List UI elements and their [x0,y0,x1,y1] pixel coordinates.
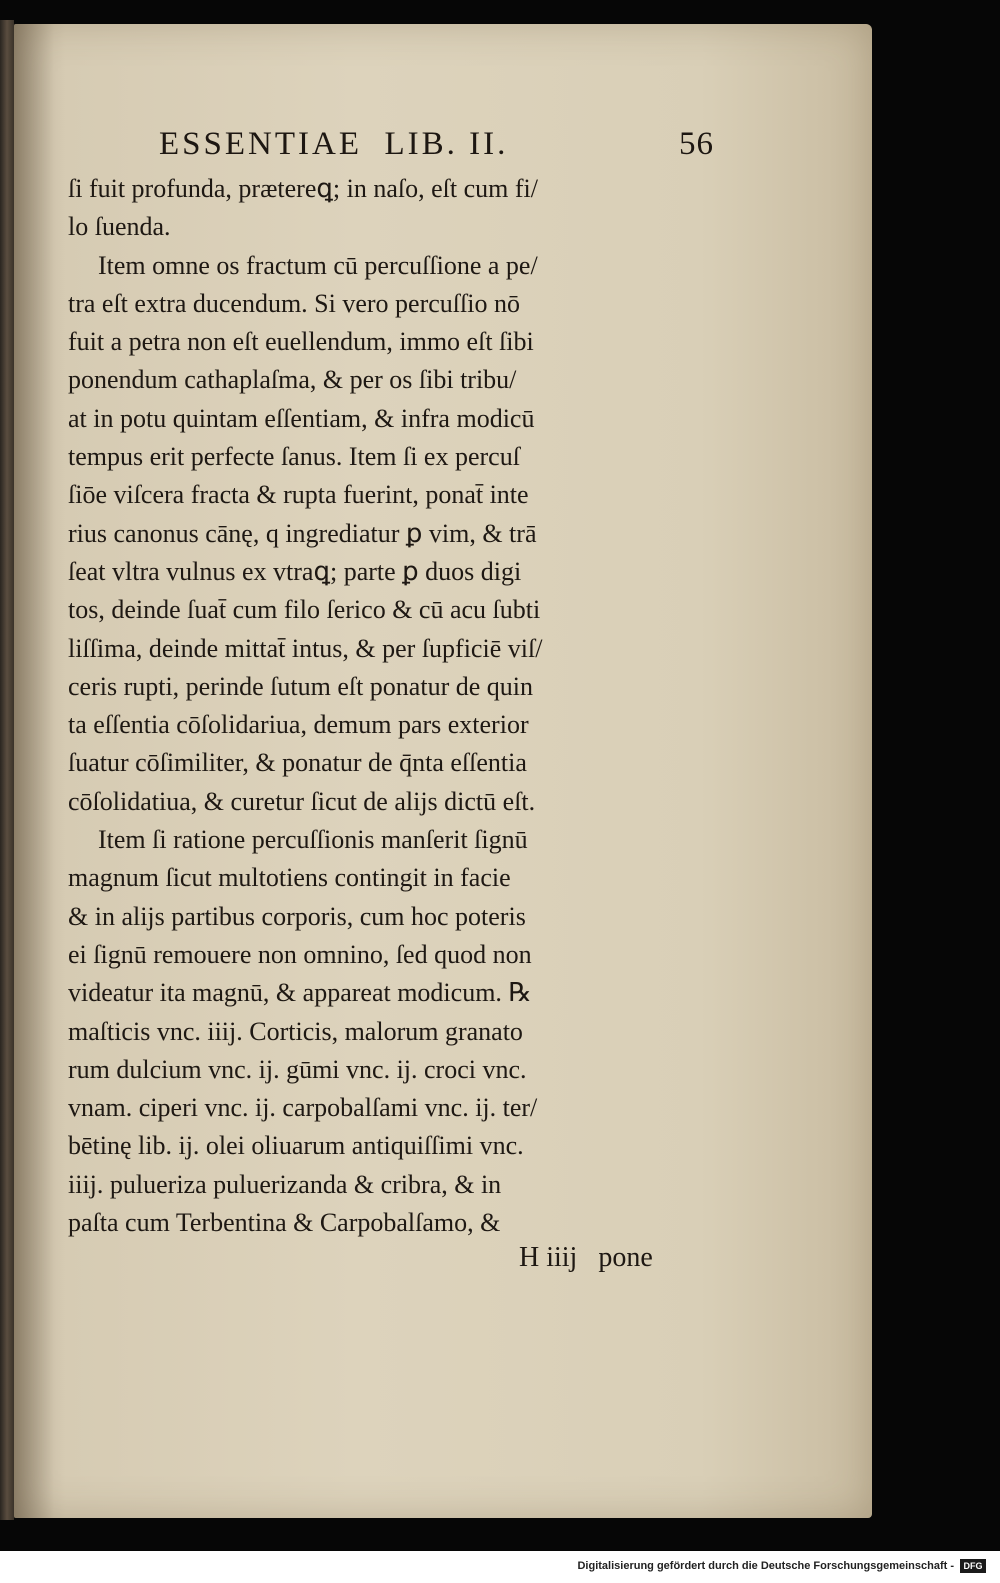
body-text [68,170,728,1242]
running-head [159,126,759,166]
text-line: videatur ita magnū, & appareat modicum. ℞ [68,978,532,1008]
text-line: bētinę lib. ij. olei oliuarum antiquiſſimi vnc. [68,1131,524,1161]
text-line: tra eſt extra ducendum. Si vero percuſſio nō [68,288,520,318]
text-line: ta eſſentia cōſolidariua, demum pars exterior [68,710,529,740]
text-line: at in potu quintam eſſentiam, & infra modicū [68,403,535,433]
signature-catchword: H iiij pone [519,1242,653,1273]
footer-bar [0,1551,1000,1583]
text-line: liſſima, deinde mittat̄ intus, & per ſupficiē viſ/ [68,633,543,663]
text-line: ſiōe viſcera fracta & rupta fuerint, ponat̄ inte [68,480,529,510]
dfg-logo-icon: DFG [960,1559,986,1573]
text-line: ei ſignū remouere non omnino, ſed quod non [68,939,532,969]
text-line: Item ſi ratione percuſſionis manſerit ſignū [98,825,528,855]
text-line: rum dulcium vnc. ij. gūmi vnc. ij. croci vnc. [68,1054,527,1084]
text-line: cōſolidatiua, & curetur ſicut de alijs dictū eſt. [68,786,536,816]
adjacent-page-edge [0,20,14,1520]
text-line: ponendum cathaplaſma, & per os ſibi tribu/ [68,365,517,395]
text-line: ſi fuit profunda, prætereꝗ; in naſo, eſt cum fi/ [68,174,538,203]
text-line: magnum ſicut multotiens contingit in facie [68,863,511,893]
book-page [14,24,872,1518]
text-line: iiij. pulueriza puluerizanda & cribra, & in [68,1169,502,1199]
text-line: ſeat vltra vulnus ex vtraꝗ; parte ꝑ duos digi [68,556,522,586]
text-line: fuit a petra non eſt euellendum, immo eſt ſibi [68,327,534,357]
text-line: rius canonus cānę, q ingrediatur ꝑ vim, & trā [68,518,537,548]
page-number: 56 [679,126,714,162]
funding-credit: Digitalisierung gefördert durch die Deutsche Forschungsgemeinschaft - [577,1560,954,1572]
text-line: maſticis vnc. iiij. Corticis, malorum granato [68,1016,523,1046]
text-line: & in alijs partibus corporis, cum hoc poteris [68,901,526,931]
gutter-shadow [14,24,54,1518]
text-line: tos, deinde ſuat̄ cum filo ſerico & cū acu ſubti [68,595,541,625]
text-line: ceris rupti, perinde ſutum eſt ponatur de quin [68,671,533,701]
text-line: vnam. ciperi vnc. ij. carpobalſami vnc. ij. ter/ [68,1093,538,1123]
running-head-title: ESSENTIAE LIB. II. [159,126,509,162]
text-line: paſta cum Terbentina & Carpobalſamo, & [68,1208,501,1238]
text-line: Item omne os fractum cū percuſſione a pe/ [98,250,538,280]
text-line: tempus erit perfecte ſanus. Item ſi ex percuſ [68,442,520,472]
text-line: lo ſuenda. [68,212,171,242]
text-line: ſuatur cōſimiliter, & ponatur de q̄nta eſſentia [68,748,527,778]
